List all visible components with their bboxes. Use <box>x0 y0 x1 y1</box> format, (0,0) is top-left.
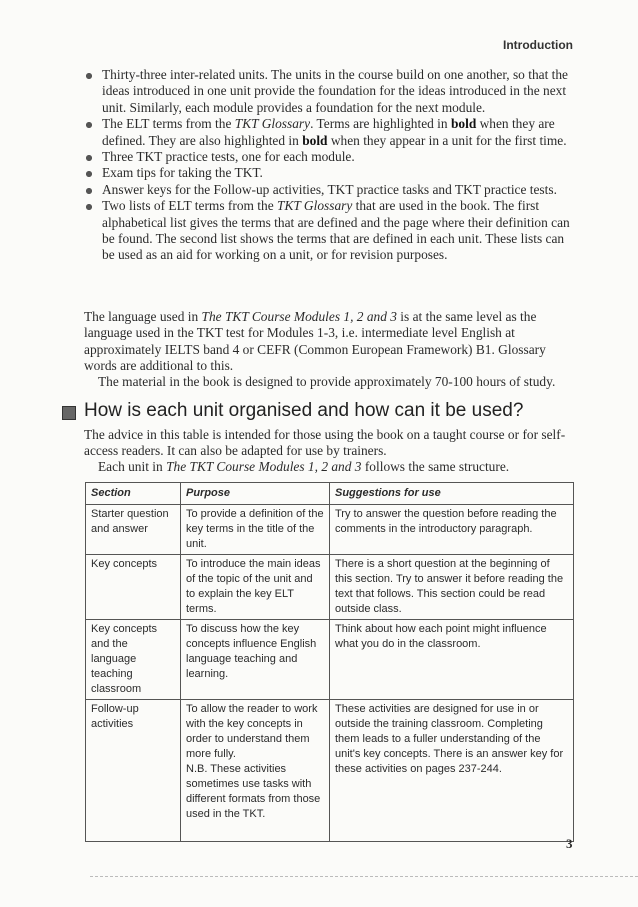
section-cell: Key concepts and the language teaching classroom <box>86 620 181 700</box>
paragraph-text: The language used in <box>84 309 202 324</box>
list-item-text: The ELT terms from the <box>102 116 235 132</box>
list-item-text: Two lists of ELT terms from the <box>102 198 277 214</box>
purpose-cell: To provide a definition of the key terms in the title of the unit. <box>181 505 330 555</box>
book-title: The TKT Course Modules 1, 2 and 3 <box>201 309 397 324</box>
feature-list <box>84 67 576 264</box>
glossary-title: TKT Glossary <box>277 198 353 214</box>
list-item-text: . Terms are highlighted in <box>310 116 451 132</box>
list-item-text: when they are defined. They are also highlighted in <box>102 116 555 148</box>
list-item <box>84 149 576 165</box>
table-row <box>86 620 574 700</box>
heading-square-icon <box>62 406 76 420</box>
bold-word: bold <box>302 132 328 148</box>
list-item <box>84 67 576 116</box>
page-number: 3 <box>566 836 573 851</box>
section-heading-text: How is each unit organised and how can it be used? <box>84 400 524 421</box>
list-item <box>84 198 576 264</box>
scan-artifact-line <box>90 876 638 877</box>
suggestions-cell: Try to answer the question before reading the comments in the introductory paragraph. <box>330 505 574 555</box>
list-item-text: Three TKT practice tests, one for each module. <box>102 149 355 165</box>
suggestions-cell: Think about how each point might influence what you do in the classroom. <box>330 620 574 700</box>
paragraph-text: Each unit in <box>98 459 167 474</box>
list-item <box>84 182 576 198</box>
list-item <box>84 165 576 181</box>
list-item-text: that are used in the book. The first alphabetical list gives the terms that are defined and the page where their definition can be found. The second list shows the terms that are defined in each unit. These lists can be used as an aid for working on a unit, or for revision purposes. <box>102 198 570 263</box>
list-item-text: Exam tips for taking the TKT. <box>102 165 263 181</box>
suggestions-cell: There is a short question at the beginning of this section. Try to answer it before reading the text that follows. This section could be read outside class. <box>330 555 574 620</box>
table-row <box>86 505 574 555</box>
purpose-note: N.B. These activities sometimes use tasks with different formats from those used in the TKT. <box>186 763 321 820</box>
unit-structure-table <box>85 482 574 842</box>
structure-paragraph <box>84 459 576 475</box>
table-row <box>86 700 574 842</box>
purpose-text: To allow the reader to work with the key concepts in order to understand them more fully. <box>186 703 318 760</box>
purpose-cell: To discuss how the key concepts influence English language teaching and learning. <box>181 620 330 700</box>
bold-word: bold <box>450 116 477 132</box>
purpose-cell: To introduce the main ideas of the topic of the unit and to explain the key ELT terms. <box>181 555 330 620</box>
purpose-cell <box>181 700 330 842</box>
section-cell: Follow-up activities <box>86 700 181 842</box>
column-header-suggestions: Suggestions for use <box>330 483 574 505</box>
column-header-purpose: Purpose <box>181 483 330 505</box>
table-row <box>86 555 574 620</box>
advice-paragraph: The advice in this table is intended for those using the book on a taught course or for self-access readers. It can also be adapted for use by trainers. <box>84 427 566 459</box>
paragraph-text: is at the same level as the language used in the TKT test for Modules 1-3, i.e. intermediate level English at approximately IELTS band 4 or CEFR (Common European Framework) B1. Glossary words are additional to this. <box>84 309 546 374</box>
list-item-text: when they appear in a unit for the first time. <box>327 132 567 148</box>
column-header-section: Section <box>86 483 181 505</box>
paragraph-text: follows the same structure. <box>361 459 510 474</box>
section-cell: Key concepts <box>86 555 181 620</box>
study-hours-paragraph: The material in the book is designed to provide approximately 70-100 hours of study. <box>98 374 556 389</box>
language-level-paragraph <box>84 309 576 375</box>
section-cell: Starter question and answer <box>86 505 181 555</box>
list-item-text: Answer keys for the Follow-up activities, TKT practice tasks and TKT practice tests. <box>102 181 557 197</box>
list-item-text: Thirty-three inter-related units. The units in the course build on one another, so that the ideas introduced in one unit provide the foundation for the ideas introduced in the next unit. Similarly, each module provides a foundation for the next module. <box>102 67 569 115</box>
list-item <box>84 116 576 149</box>
running-head: Introduction <box>503 38 573 52</box>
glossary-title: TKT Glossary <box>234 116 311 132</box>
book-title: The TKT Course Modules 1, 2 and 3 <box>166 459 362 474</box>
suggestions-cell: These activities are designed for use in or outside the training classroom. Completing them leads to a fuller understanding of the unit's key concepts. There is an answer key for these activities on pages 237-244. <box>330 700 574 842</box>
table-header-row <box>86 483 574 505</box>
